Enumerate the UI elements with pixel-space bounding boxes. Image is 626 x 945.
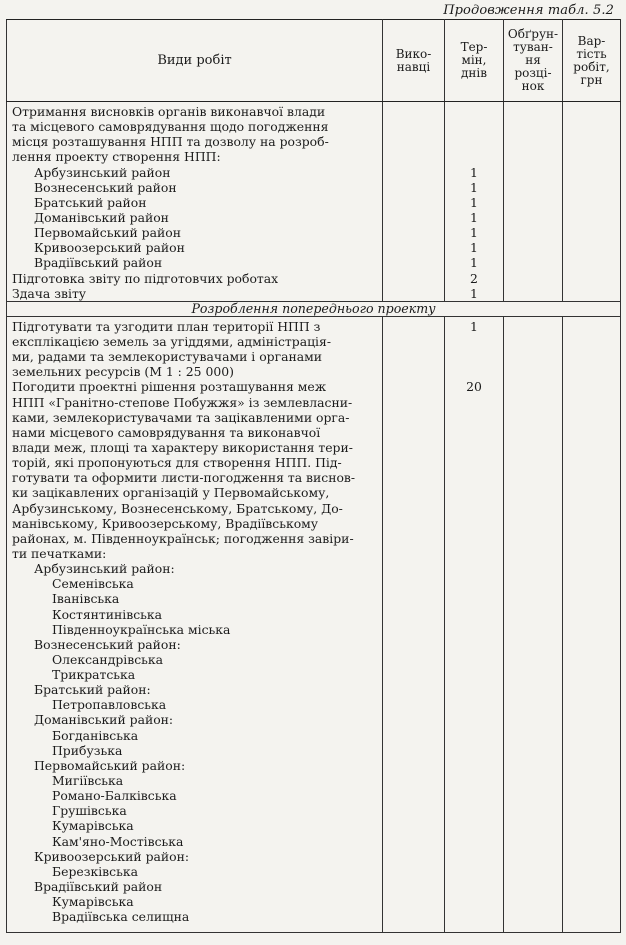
section2-days-value [445, 561, 503, 576]
section1-work-line: місця розташування НПП та дозволу на розроб- [12, 134, 329, 150]
section2-work-line: Костянтинівська [52, 606, 163, 622]
section2-title-row [7, 301, 621, 316]
section2-days-value: 1 [470, 318, 478, 334]
section2-days-value [445, 607, 503, 622]
section1-days-value: 1 [470, 255, 478, 271]
section2-work-line: ками, землекористувачами та зацікавленими орга- [12, 409, 350, 425]
section2-days-value [445, 576, 503, 591]
section2-work-line: Підготувати та узгодити план території НПП з [12, 318, 321, 334]
section1-work-line: Здача звіту [12, 285, 87, 301]
section2-work-line: Кумарівська [52, 818, 134, 834]
header-line: грн [580, 72, 603, 87]
section2-days-value [445, 546, 503, 561]
header-line: Обґрун- [507, 27, 559, 41]
section2-days-value [445, 652, 503, 667]
section1-days-value [445, 149, 503, 164]
section1-days-value: 1 [470, 179, 478, 195]
section2-work-line: Врадіївська селищна [52, 909, 190, 925]
section2-days-value [445, 894, 503, 909]
section2-work-line: нами місцевого самоврядування та виконавчої [12, 424, 321, 440]
section1-work-line: Врадіївський район [34, 255, 163, 271]
header-work-types: Види робіт [7, 20, 383, 102]
section2-work-line: Доманівський район: [34, 712, 174, 728]
section2-days-value [445, 349, 503, 364]
section2-days-value [445, 743, 503, 758]
section1-days-value: 1 [470, 240, 478, 256]
section1-days-cell [445, 102, 504, 302]
works-table [6, 19, 621, 933]
header-line: нок [521, 79, 545, 93]
section2-days-value [445, 864, 503, 879]
section2-work-line: Вознесенський район: [34, 636, 181, 652]
section2-days-value [445, 501, 503, 516]
section2-work-line: Кривоозерський район: [34, 848, 190, 864]
header-executors [383, 20, 445, 102]
section1-justification-cell [504, 102, 563, 302]
section2-work-line: НПП «Гранітно-степове Побужжя» із землевласни- [12, 394, 353, 410]
table-caption: Продовження табл. 5.2 [443, 3, 614, 18]
section2-work-line: Арбузинський район: [34, 561, 175, 577]
section2-work-line: районах, м. Південноукраїнськ; погодження завіри- [12, 530, 354, 546]
header-line: туван- [513, 40, 553, 54]
section2-work-line: влади меж, площі та характеру використання тери- [12, 439, 353, 455]
section2-row [7, 316, 621, 924]
section2-days-cell [445, 316, 504, 924]
section2-days-value [445, 395, 503, 410]
section2-work-line: Врадіївський район [34, 879, 163, 895]
section2-days-value [445, 818, 503, 833]
section2-days-value [445, 364, 503, 379]
section2-days-value [445, 334, 503, 349]
header-line: Вико- [395, 46, 432, 61]
section1-work-line: лення проекту створення НПП: [12, 149, 221, 165]
section1-days-value: 1 [470, 164, 478, 180]
section2-work-line: Трикратська [52, 667, 136, 683]
section1-work-line: Кривоозерський район [34, 240, 185, 256]
section2-days-value [445, 531, 503, 546]
section1-days-value [445, 134, 503, 149]
section2-days-value [445, 470, 503, 485]
section1-executors-cell [383, 102, 445, 302]
section2-work-line: Мигіївська [52, 773, 124, 789]
section1-work-line: Братський район [34, 194, 147, 210]
section2-work-line: Кам'яно-Мостівська [52, 833, 184, 849]
section2-days-value [445, 440, 503, 455]
section2-days-value [445, 637, 503, 652]
header-line: мін, [461, 53, 487, 67]
section2-work-line: експлікацією земель за угіддями, адміністрація- [12, 333, 332, 349]
section2-days-value [445, 622, 503, 637]
section2-work-line: Кумарівська [52, 894, 134, 910]
section1-work-line: та місцевого самоврядування щодо погодження [12, 119, 329, 135]
section2-work-line: ми, радами та землекористувачами і органами [12, 349, 323, 365]
section2-executors-cell [383, 316, 445, 924]
section2-justification-cell [504, 316, 563, 924]
header-line: розці- [514, 66, 552, 80]
section2-work-line: Богданівська [52, 727, 139, 743]
section2-days-value [445, 425, 503, 440]
section1-days-value: 1 [470, 209, 478, 225]
table-bottom-row [7, 924, 621, 933]
section2-days-value [445, 773, 503, 788]
section2-days-value [445, 516, 503, 531]
section2-days-value [445, 697, 503, 712]
section1-work-line: Підготовка звіту по підготовчих роботах [12, 270, 279, 286]
section2-work-line: торій, які пропонуються для створення НПП. Під- [12, 455, 342, 471]
section2-work-line: земельних ресурсів (М 1 : 25 000) [12, 364, 234, 380]
section1-days-value: 2 [470, 270, 478, 286]
section2-work-line: Первомайський район: [34, 757, 186, 773]
section2-work-line: ти печатками: [12, 545, 107, 561]
section2-days-value [445, 849, 503, 864]
section1-cost-cell [563, 102, 621, 302]
section2-days-value: 20 [466, 379, 482, 395]
header-justification [504, 20, 563, 102]
section2-days-value [445, 788, 503, 803]
header-line: днів [461, 66, 487, 80]
header-cost [563, 20, 621, 102]
header-term-days [445, 20, 504, 102]
section2-days-value [445, 909, 503, 924]
section2-days-value [445, 410, 503, 425]
section2-work-line: Іванівська [52, 591, 120, 607]
section2-work-line: Прибузька [52, 742, 123, 758]
section2-work-line: Грушівська [52, 803, 127, 819]
section2-days-value [445, 803, 503, 818]
table-header-row [7, 20, 621, 102]
section2-days-value [445, 758, 503, 773]
section2-days-value [445, 834, 503, 849]
section2-work-line: Петропавловська [52, 697, 167, 713]
section1-work-line: Вознесенський район [34, 179, 177, 195]
section2-work-cell [7, 316, 383, 924]
section2-work-line: Семенівська [52, 576, 134, 592]
section2-work-line: Південноукраїнська міська [52, 621, 231, 637]
section2-days-value [445, 728, 503, 743]
section1-days-value: 1 [470, 285, 478, 301]
section1-work-line: Первомайський район [34, 225, 181, 241]
section2-title: Розроблення попереднього проекту [7, 301, 621, 316]
section1-days-value: 1 [470, 194, 478, 210]
section2-days-value [445, 712, 503, 727]
header-line: ня [525, 53, 541, 67]
section1-work-line: Арбузинський район [34, 164, 171, 180]
section1-days-value: 1 [470, 225, 478, 241]
section2-work-line: Арбузинському, Вознесенському, Братському, До- [12, 500, 343, 516]
section2-days-value [445, 455, 503, 470]
section2-days-value [445, 667, 503, 682]
section2-work-line: манівському, Кривоозерському, Врадіївському [12, 515, 319, 531]
section2-work-line: Братський район: [34, 682, 151, 698]
section1-work-line: Доманівський район [34, 209, 169, 225]
section2-days-value [445, 682, 503, 697]
section2-days-value [445, 879, 503, 894]
section2-work-line: ки зацікавлених організацій у Первомайському, [12, 485, 330, 501]
section2-days-value [445, 591, 503, 606]
section1-days-value [445, 119, 503, 134]
section1-work-line: Отримання висновків органів виконавчої влади [12, 104, 326, 119]
section2-work-line: Олександрівська [52, 651, 164, 667]
header-line: тість [576, 46, 607, 61]
header-line: Тер- [460, 40, 488, 54]
section2-work-line: готувати та оформити листи-погодження та виснов- [12, 470, 356, 486]
header-line: Вар- [577, 33, 606, 48]
header-line: робіт, [573, 59, 610, 74]
section1-days-value [445, 104, 503, 119]
section1-work-cell [7, 102, 383, 302]
section2-days-value [445, 485, 503, 500]
header-line: навці [396, 59, 431, 74]
section2-cost-cell [563, 316, 621, 924]
section2-work-line: Погодити проектні рішення розташування меж [12, 379, 327, 395]
section2-work-line: Романо-Балківська [52, 788, 177, 804]
section1-row [7, 102, 621, 302]
section2-work-line: Березківська [52, 863, 138, 879]
